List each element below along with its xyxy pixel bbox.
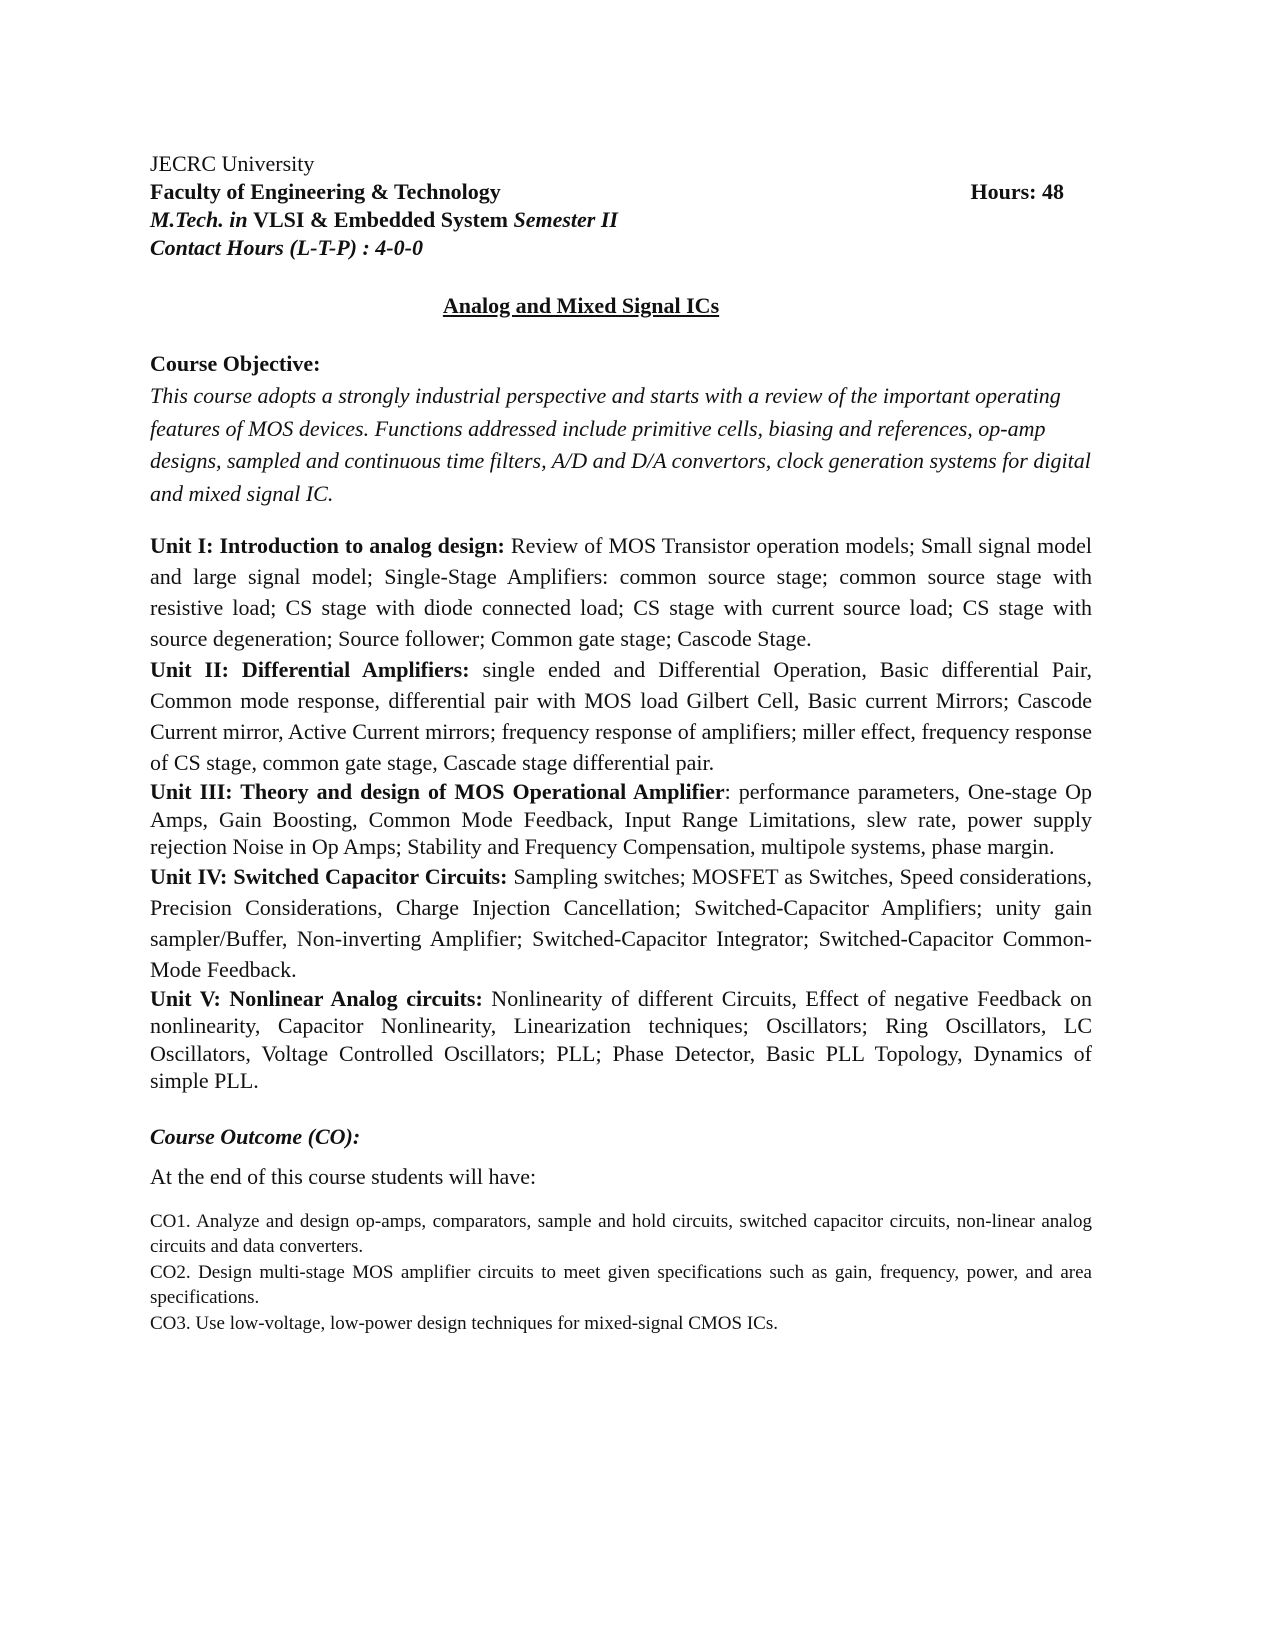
unit-3 <box>150 778 1092 861</box>
outcome-co2: CO2. Design multi-stage MOS amplifier circuits to meet given specifications such as gain, frequency, power, and area specifications. <box>150 1261 1092 1308</box>
objective-heading: Course Objective: <box>150 351 321 376</box>
units-list <box>150 530 1092 1095</box>
unit-5-title: Unit V: Nonlinear Analog circuits: <box>150 985 483 1011</box>
unit-4-text: Sampling switches; MOSFET as Switches, Speed considerations, Precision Considerations, Charge Injection Cancellation; Switched-Capacitor Amplifiers; unity gain sampler/Buffer, Non-inverting Amplifier; Switched-Capacitor Integrator; Switched-Capacitor Common-Mode Feedback. <box>150 863 1092 982</box>
program-name: VLSI & Embedded System <box>253 207 508 232</box>
outcome-list <box>150 1209 1092 1337</box>
outcome-co1: CO1. Analyze and design op-amps, comparators, sample and hold circuits, switched capacitor circuits, non-linear analog circuits and data converters. <box>150 1210 1092 1257</box>
unit-1-title: Unit I: Introduction to analog design: <box>150 533 505 558</box>
semester: Semester II <box>513 207 618 232</box>
unit-2-title: Unit II: Differential Amplifiers: <box>150 657 470 682</box>
unit-3-title: Unit III: Theory and design of MOS Operational Amplifier <box>150 779 725 804</box>
unit-5 <box>150 985 1092 1095</box>
objective-text: This course adopts a strongly industrial perspective and starts with a review of the important operating features of MOS devices. Functions addressed include primitive cells, biasing and references, op-amp designs, sampled and continuous time filters, A/D and D/A convertors, clock generation systems for digital and mixed signal IC. <box>150 383 1091 506</box>
unit-2-text: single ended and Differential Operation, Basic differential Pair, Common mode response, differential pair with MOS load Gilbert Cell, Basic current Mirrors; Cascode Current mirror, Active Current mirrors; frequency response of amplifiers; miller effect, frequency response of CS stage, common gate stage, Cascade stage differential pair. <box>150 657 1092 775</box>
outcome-heading: Course Outcome (CO): <box>150 1123 361 1149</box>
unit-2 <box>150 654 1092 778</box>
outcome-intro: At the end of this course students will have: <box>150 1163 537 1189</box>
outcome-co3: CO3. Use low-voltage, low-power design techniques for mixed-signal CMOS ICs. <box>150 1312 778 1334</box>
course-hours: Hours: 48 <box>970 179 1064 204</box>
contact-hours: Contact Hours (L-T-P) : 4-0-0 <box>150 235 423 260</box>
faculty-row <box>150 178 1092 206</box>
course-title: Analog and Mixed Signal ICs <box>442 293 720 318</box>
university-name: JECRC University <box>150 151 315 176</box>
program-line <box>150 206 1092 234</box>
faculty-name: Faculty of Engineering & Technology <box>150 179 501 204</box>
unit-3-text: : performance parameters, One-stage Op Amps, Gain Boosting, Common Mode Feedback, Input Range Limitations, slew rate, power supply rejection Noise in Op Amps; Stability and Frequency Compensation, multipole systems, phase margin. <box>150 779 1092 859</box>
unit-5-text: Nonlinearity of different Circuits, Effect of negative Feedback on nonlinearity, Capacitor Nonlinearity, Linearization techniques; Oscillators; Ring Oscillators, LC Oscillators, Voltage Controlled Oscillators; PLL; Phase Detector, Basic PLL Topology, Dynamics of simple PLL. <box>150 985 1092 1093</box>
unit-4 <box>150 861 1092 985</box>
program-prefix: M.Tech. in <box>150 207 248 232</box>
unit-1-text: Review of MOS Transistor operation models; Small signal model and large signal model; Single-Stage Amplifiers: common source stage; common source stage with resistive load; CS stage with diode connected load; CS stage with current source load; CS stage with source degeneration; Source follower; Common gate stage; Cascode Stage. <box>150 533 1092 651</box>
unit-1 <box>150 530 1092 654</box>
syllabus-page <box>150 150 1092 1336</box>
unit-4-title: Unit IV: Switched Capacitor Circuits: <box>150 863 508 889</box>
